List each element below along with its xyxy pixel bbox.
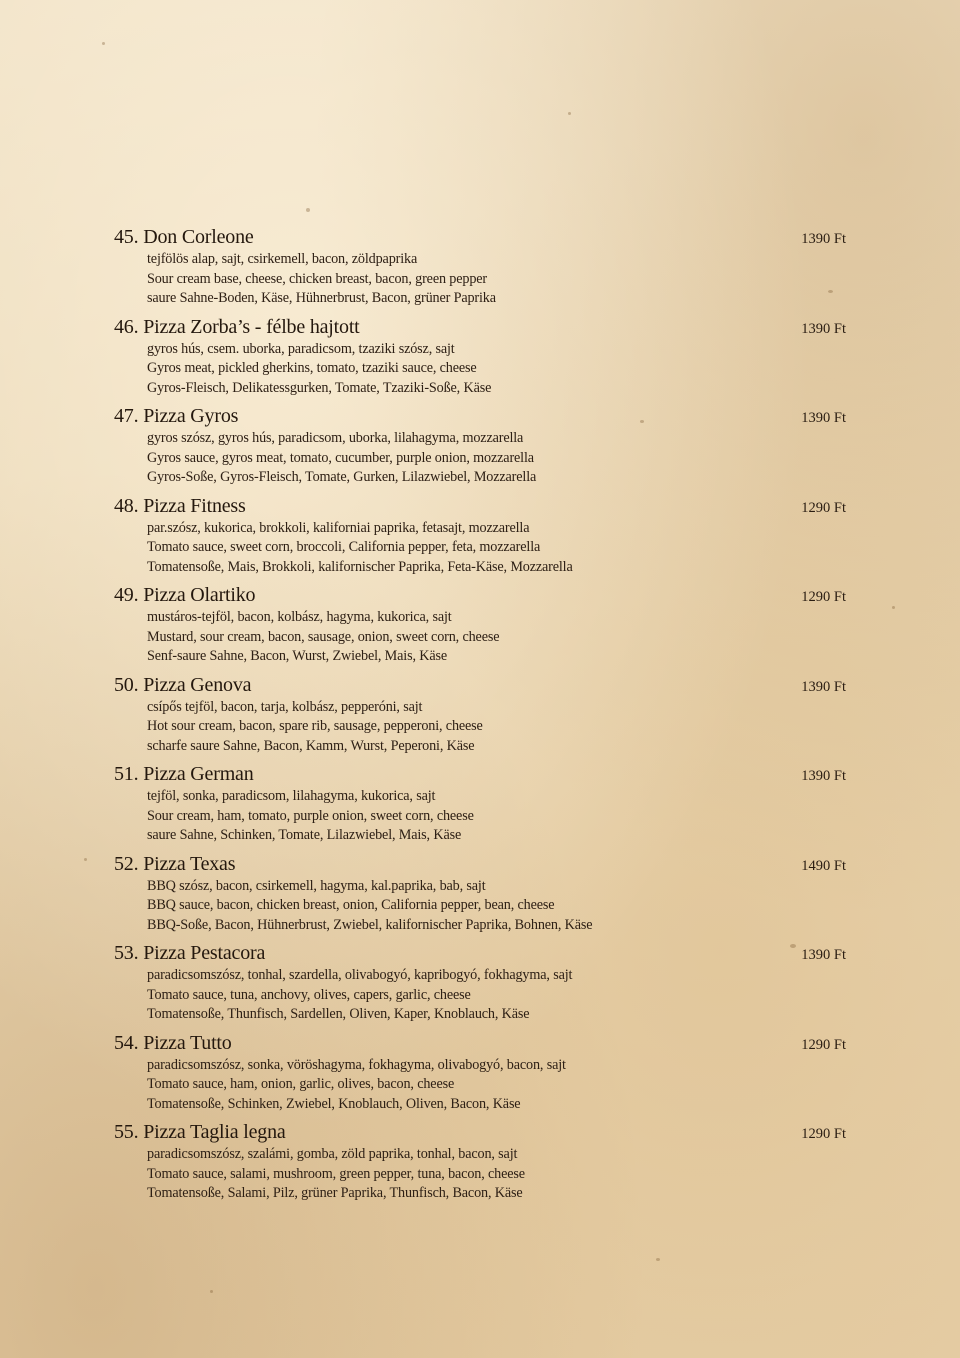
ingredients-hungarian: paradicsomszósz, sonka, vöröshagyma, fokhagyma, olivabogyó, bacon, sajt [147,1056,566,1073]
ingredients-german: Senf-saure Sahne, Bacon, Wurst, Zwiebel, Mais, Käse [147,648,448,665]
menu-item-header [114,942,848,966]
menu-item-title: 45. Don Corleone [114,226,254,248]
ingredients-german: saure Sahne-Boden, Käse, Hühnerbrust, Bacon, grüner Paprika [147,290,496,307]
menu-item-header [114,316,848,340]
menu-item-title: 50. Pizza Genova [114,673,252,696]
paper-speck [306,208,310,212]
ingredients-german: BBQ-Soße, Bacon, Hühnerbrust, Zwiebel, kalifornischer Paprika, Bohnen, Käse [147,916,593,933]
menu-item-title: 46. Pizza Zorba’s - félbe hajtott [114,315,360,338]
menu-item [114,1121,848,1211]
menu-item-header [114,1121,848,1145]
ingredients-english: Tomato sauce, ham, onion, garlic, olives, bacon, cheese [147,1076,455,1093]
menu-item-header [114,495,848,519]
ingredients-german: Gyros-Fleisch, Delikatessgurken, Tomate, Tzaziki-Soße, Käse [147,379,492,396]
ingredients-english: Hot sour cream, bacon, spare rib, sausage, pepperoni, cheese [147,718,483,735]
ingredients-english: Gyros sauce, gyros meat, tomato, cucumber, purple onion, mozzarella [147,449,534,466]
ingredients-german: Tomatensoße, Salami, Pilz, grüner Paprika, Thunfisch, Bacon, Käse [147,1185,523,1202]
menu-item-title: 47. Pizza Gyros [114,405,239,427]
paper-speck [892,606,895,609]
menu-item [114,584,848,674]
paper-speck [656,1258,660,1261]
paper-speck [84,858,87,861]
menu-item [114,405,848,495]
menu-item-price: 1290 Ft [801,499,846,516]
menu-item-title: 52. Pizza Texas [114,852,236,875]
menu-item [114,495,848,585]
menu-item-header [114,405,848,429]
ingredients-english: Sour cream, ham, tomato, purple onion, sweet corn, cheese [147,807,474,824]
menu-item-header [114,226,848,250]
ingredients-english: BBQ sauce, bacon, chicken breast, onion, California pepper, bean, cheese [147,897,555,914]
menu-item [114,1032,848,1122]
menu-item-title: 49. Pizza Olartiko [114,584,256,606]
ingredients-hungarian: csípős tejföl, bacon, tarja, kolbász, pepperóni, sajt [147,698,423,715]
ingredients-hungarian: tejfölös alap, sajt, csirkemell, bacon, zöldpaprika [147,251,418,267]
ingredients-german: Tomatensoße, Schinken, Zwiebel, Knoblauch, Oliven, Bacon, Käse [147,1095,521,1112]
menu-item-title: 51. Pizza German [114,763,254,785]
menu-item-price: 1290 Ft [801,589,846,605]
pizza-menu-list [114,226,848,1211]
menu-item-header [114,584,848,608]
ingredients-hungarian: paradicsomszósz, tonhal, szardella, olivabogyó, kapribogyó, fokhagyma, sajt [147,967,573,983]
menu-item [114,942,848,1032]
menu-item-title: 48. Pizza Fitness [114,494,246,517]
menu-item [114,226,848,316]
ingredients-hungarian: gyros hús, csem. uborka, paradicsom, tzaziki szósz, sajt [147,340,455,357]
ingredients-english: Tomato sauce, salami, mushroom, green pepper, tuna, bacon, cheese [147,1165,525,1182]
menu-item-price: 1490 Ft [801,857,846,874]
menu-item-price: 1390 Ft [801,678,846,695]
ingredients-hungarian: paradicsomszósz, szalámi, gomba, zöld paprika, tonhal, bacon, sajt [147,1146,518,1162]
menu-item-title: 53. Pizza Pestacora [114,942,266,964]
menu-item-price: 1390 Ft [801,410,846,426]
ingredients-hungarian: BBQ szósz, bacon, csirkemell, hagyma, kal.paprika, bab, sajt [147,877,486,894]
menu-item-price: 1390 Ft [801,231,846,247]
menu-item [114,316,848,406]
menu-item [114,853,848,943]
ingredients-english: Mustard, sour cream, bacon, sausage, onion, sweet corn, cheese [147,628,500,645]
ingredients-english: Tomato sauce, sweet corn, broccoli, California pepper, feta, mozzarella [147,539,541,556]
menu-item-title: 55. Pizza Taglia legna [114,1121,286,1143]
ingredients-english: Sour cream base, cheese, chicken breast, bacon, green pepper [147,270,488,287]
menu-item-header [114,1032,848,1056]
ingredients-german: Tomatensoße, Mais, Brokkoli, kalifornischer Paprika, Feta-Käse, Mozzarella [147,558,573,575]
ingredients-hungarian: mustáros-tejföl, bacon, kolbász, hagyma, kukorica, sajt [147,609,452,625]
menu-item-header [114,674,848,698]
ingredients-hungarian: gyros szósz, gyros hús, paradicsom, uborka, lilahagyma, mozzarella [147,430,524,446]
paper-speck [210,1290,213,1293]
ingredients-english: Tomato sauce, tuna, anchovy, olives, capers, garlic, cheese [147,986,471,1003]
menu-item-price: 1290 Ft [801,1036,846,1053]
ingredients-hungarian: tejföl, sonka, paradicsom, lilahagyma, kukorica, sajt [147,788,436,804]
menu-item-price: 1290 Ft [801,1126,846,1142]
menu-item [114,674,848,764]
ingredients-german: Gyros-Soße, Gyros-Fleisch, Tomate, Gurken, Lilazwiebel, Mozzarella [147,469,537,486]
ingredients-hungarian: par.szósz, kukorica, brokkoli, kaliforniai paprika, fetasajt, mozzarella [147,519,530,536]
menu-item-price: 1390 Ft [801,947,846,963]
menu-item [114,763,848,853]
ingredients-german: scharfe saure Sahne, Bacon, Kamm, Wurst, Peperoni, Käse [147,737,475,754]
ingredients-german: saure Sahne, Schinken, Tomate, Lilazwiebel, Mais, Käse [147,827,462,844]
menu-item-header [114,853,848,877]
menu-item-title: 54. Pizza Tutto [114,1031,232,1054]
paper-speck [568,112,571,115]
menu-item-header [114,763,848,787]
ingredients-german: Tomatensoße, Thunfisch, Sardellen, Oliven, Kaper, Knoblauch, Käse [147,1006,530,1023]
ingredients-english: Gyros meat, pickled gherkins, tomato, tzaziki sauce, cheese [147,360,477,377]
menu-item-price: 1390 Ft [801,320,846,337]
menu-item-price: 1390 Ft [801,768,846,784]
paper-speck [102,42,105,45]
